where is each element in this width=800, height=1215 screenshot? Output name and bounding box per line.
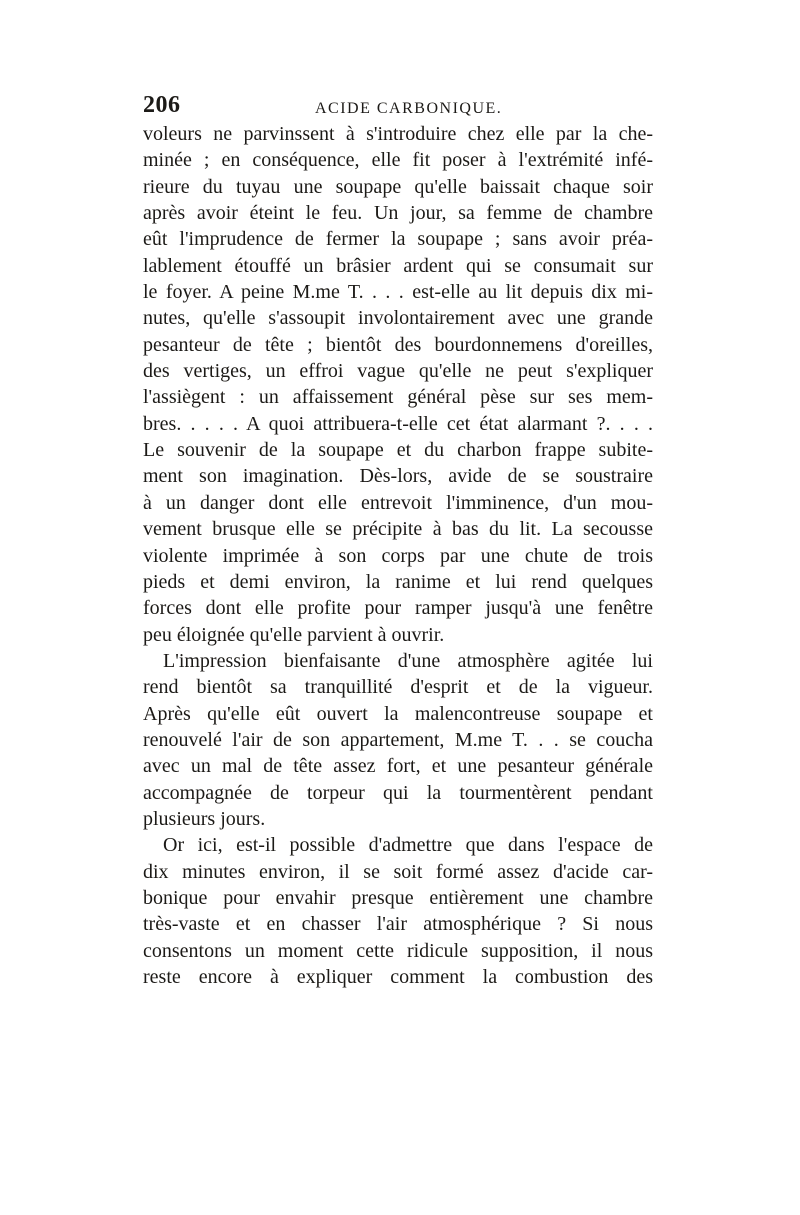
text-line: renouvelé l'air de son appartement, M.me T. . . se coucha: [143, 728, 653, 751]
page-header: [143, 92, 663, 122]
body-text: [143, 121, 653, 990]
text-line: après avoir éteint le feu. Un jour, sa femme de chambre: [143, 202, 653, 225]
text-line: vement brusque elle se précipite à bas du lit. La secousse: [143, 518, 653, 541]
text-line: eût l'imprudence de fermer la soupape ; sans avoir préa-: [143, 228, 653, 251]
text-line: pesanteur de tête ; bientôt des bourdonnemens d'oreilles,: [143, 333, 653, 356]
text-line: consentons un moment cette ridicule supposition, il nous: [143, 939, 653, 962]
text-line: rend bientôt sa tranquillité d'esprit et de la vigueur.: [143, 676, 653, 699]
text-line: bres. . . . . A quoi attribuera-t-elle cet état alarmant ?. . . .: [143, 412, 653, 435]
text-line: avec un mal de tête assez fort, et une pesanteur générale: [143, 755, 653, 778]
text-line: L'impression bienfaisante d'une atmosphère agitée lui: [163, 649, 653, 672]
text-line: accompagnée de torpeur qui la tourmentèrent pendant: [143, 781, 653, 804]
text-line: peu éloignée qu'elle parvient à ouvrir.: [143, 623, 445, 646]
text-line: dix minutes environ, il se soit formé assez d'acide car-: [143, 860, 653, 883]
text-line: Or ici, est-il possible d'admettre que dans l'espace de: [163, 834, 653, 857]
text-line: voleurs ne parvinssent à s'introduire chez elle par la che-: [143, 123, 653, 145]
text-line: lablement étouffé un brâsier ardent qui se consumait sur: [143, 254, 653, 277]
text-line: à un danger dont elle entrevoit l'imminence, d'un mou-: [143, 491, 653, 514]
page-number: 206: [143, 92, 181, 118]
text-line: le foyer. A peine M.me T. . . . est-elle au lit depuis dix mi-: [143, 281, 653, 304]
text-line: Le souvenir de la soupape et du charbon frappe subite-: [143, 439, 653, 462]
text-line: des vertiges, un effroi vague qu'elle ne peut s'expliquer: [143, 360, 653, 383]
text-line: rieure du tuyau une soupape qu'elle baissait chaque soir: [143, 175, 653, 198]
text-line: pieds et demi environ, la ranime et lui rend quelques: [143, 570, 653, 593]
text-line: violente imprimée à son corps par une chute de trois: [143, 544, 653, 567]
text-line: l'assiègent : un affaissement général pèse sur ses mem-: [143, 386, 653, 409]
text-line: plusieurs jours.: [143, 807, 266, 830]
text-line: ment son imagination. Dès-lors, avide de se soustraire: [143, 465, 653, 488]
text-line: nutes, qu'elle s'assoupit involontairement avec une grande: [143, 307, 653, 330]
text-line: très-vaste et en chasser l'air atmosphérique ? Si nous: [143, 913, 653, 936]
text-line: minée ; en conséquence, elle fit poser à l'extrémité infé-: [143, 149, 653, 172]
running-head: ACIDE CARBONIQUE.: [315, 100, 503, 117]
text-line: reste encore à expliquer comment la combustion des: [143, 966, 653, 988]
text-line: Après qu'elle eût ouvert la malencontreuse soupape et: [143, 702, 653, 725]
text-line: bonique pour envahir presque entièrement une chambre: [143, 886, 653, 909]
text-line: forces dont elle profite pour ramper jusqu'à une fenêtre: [143, 597, 653, 620]
